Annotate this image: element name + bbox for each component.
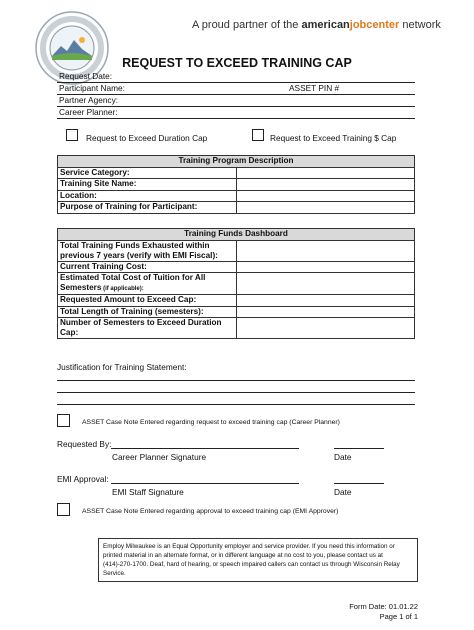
requested-amount-field[interactable] bbox=[236, 295, 415, 307]
emi-signature-line[interactable] bbox=[111, 483, 299, 484]
semesters-exceed-label bbox=[58, 318, 237, 339]
training-length-field[interactable] bbox=[236, 306, 415, 318]
requested-date-label: Date bbox=[334, 452, 352, 462]
asset-pin-label: ASSET PIN # bbox=[289, 83, 340, 93]
asset-note-approver-label: ASSET Case Note Entered regarding approval to exceed training cap (EMI Approver) bbox=[82, 508, 339, 515]
training-site-label: Training Site Name: bbox=[58, 179, 237, 191]
partner-prefix: A proud partner of the bbox=[192, 19, 302, 31]
emi-signature-label: EMI Staff Signature bbox=[112, 487, 184, 497]
career-planner-label: Career Planner: bbox=[59, 107, 118, 117]
requested-by-label: Requested By: bbox=[57, 439, 112, 449]
training-program-heading: Training Program Description bbox=[58, 156, 415, 168]
semesters-exceed-field[interactable] bbox=[236, 318, 415, 339]
brand-jobcenter: jobcenter bbox=[349, 19, 400, 31]
justification-line-1[interactable] bbox=[57, 380, 415, 381]
form-date: Form Date: 01.01.22 bbox=[349, 602, 418, 611]
emi-approval-label: EMI Approval: bbox=[57, 474, 109, 484]
training-length-label: Total Length of Training (semesters): bbox=[58, 306, 237, 318]
partner-agency-label: Partner Agency: bbox=[59, 95, 119, 105]
location-label: Location: bbox=[58, 190, 237, 202]
dollar-cap-label: Request to Exceed Training $ Cap bbox=[270, 133, 397, 143]
career-planner-signature-line[interactable] bbox=[111, 448, 299, 449]
tuition-cost-note: (if applicable): bbox=[101, 286, 144, 292]
funds-exhausted-label bbox=[58, 240, 237, 261]
tuition-cost-field[interactable] bbox=[236, 273, 415, 295]
partner-tagline bbox=[192, 19, 441, 31]
purpose-field[interactable] bbox=[236, 202, 415, 214]
service-category-label: Service Category: bbox=[58, 167, 237, 179]
asset-note-approver-checkbox[interactable] bbox=[57, 503, 70, 516]
funds-dashboard-heading: Training Funds Dashboard bbox=[58, 229, 415, 241]
justification-label: Justification for Training Statement: bbox=[57, 362, 187, 372]
asset-note-planner-checkbox[interactable] bbox=[57, 414, 70, 427]
equal-opportunity-notice: Employ Milwaukee is an Equal Opportunity employer and service provider. If you need this information or printed material in an alternate format, or in different language at no cost to you, please contact us at (414)-270-1700. Deaf, hard of hearing, or speech impaired callers can contact us through Wisconsin Relay Service. bbox=[98, 538, 418, 582]
tuition-cost-line2: Semesters bbox=[60, 283, 102, 292]
request-date-row[interactable] bbox=[57, 71, 415, 83]
form-title: REQUEST TO EXCEED TRAINING CAP bbox=[122, 56, 352, 70]
funds-exhausted-line2: previous 7 years (verify with EMI Fiscal): bbox=[60, 250, 218, 260]
justification-line-2[interactable] bbox=[57, 392, 415, 393]
duration-cap-checkbox[interactable] bbox=[66, 129, 78, 141]
purpose-label: Purpose of Training for Participant: bbox=[58, 202, 237, 214]
career-planner-row[interactable] bbox=[57, 107, 415, 119]
participant-name-row[interactable] bbox=[57, 83, 415, 95]
partner-suffix: network bbox=[399, 19, 441, 31]
requested-date-line[interactable] bbox=[334, 448, 384, 449]
location-field[interactable] bbox=[236, 190, 415, 202]
brand-american: american bbox=[301, 19, 350, 31]
justification-line-3[interactable] bbox=[57, 404, 415, 405]
current-cost-field[interactable] bbox=[236, 261, 415, 273]
page-info: Page 1 of 1 bbox=[379, 612, 418, 621]
semesters-exceed-line2: Cap: bbox=[60, 328, 79, 337]
funds-exhausted-field[interactable] bbox=[236, 240, 415, 261]
emi-date-line[interactable] bbox=[334, 483, 384, 484]
requested-amount-label: Requested Amount to Exceed Cap: bbox=[58, 295, 237, 307]
tuition-cost-line1: Estimated Total Cost of Tuition for All bbox=[60, 273, 206, 282]
current-cost-label: Current Training Cost: bbox=[58, 261, 237, 273]
training-program-table bbox=[57, 155, 415, 214]
career-planner-signature-label: Career Planner Signature bbox=[112, 452, 207, 462]
participant-name-label: Participant Name: bbox=[59, 83, 125, 93]
service-category-field[interactable] bbox=[236, 167, 415, 179]
duration-cap-label: Request to Exceed Duration Cap bbox=[86, 133, 208, 143]
asset-note-planner-label: ASSET Case Note Entered regarding request to exceed training cap (Career Planner) bbox=[82, 419, 340, 426]
partner-agency-row[interactable] bbox=[57, 95, 415, 107]
funds-exhausted-line1: Total Training Funds Exhausted within bbox=[60, 240, 210, 250]
emi-date-label: Date bbox=[334, 487, 352, 497]
dollar-cap-checkbox[interactable] bbox=[252, 129, 264, 141]
semesters-exceed-line1: Number of Semesters to Exceed Duration bbox=[60, 318, 222, 327]
funds-dashboard-table bbox=[57, 228, 415, 339]
request-date-label: Request Date: bbox=[59, 71, 113, 81]
training-site-field[interactable] bbox=[236, 179, 415, 191]
tuition-cost-label bbox=[58, 273, 237, 295]
